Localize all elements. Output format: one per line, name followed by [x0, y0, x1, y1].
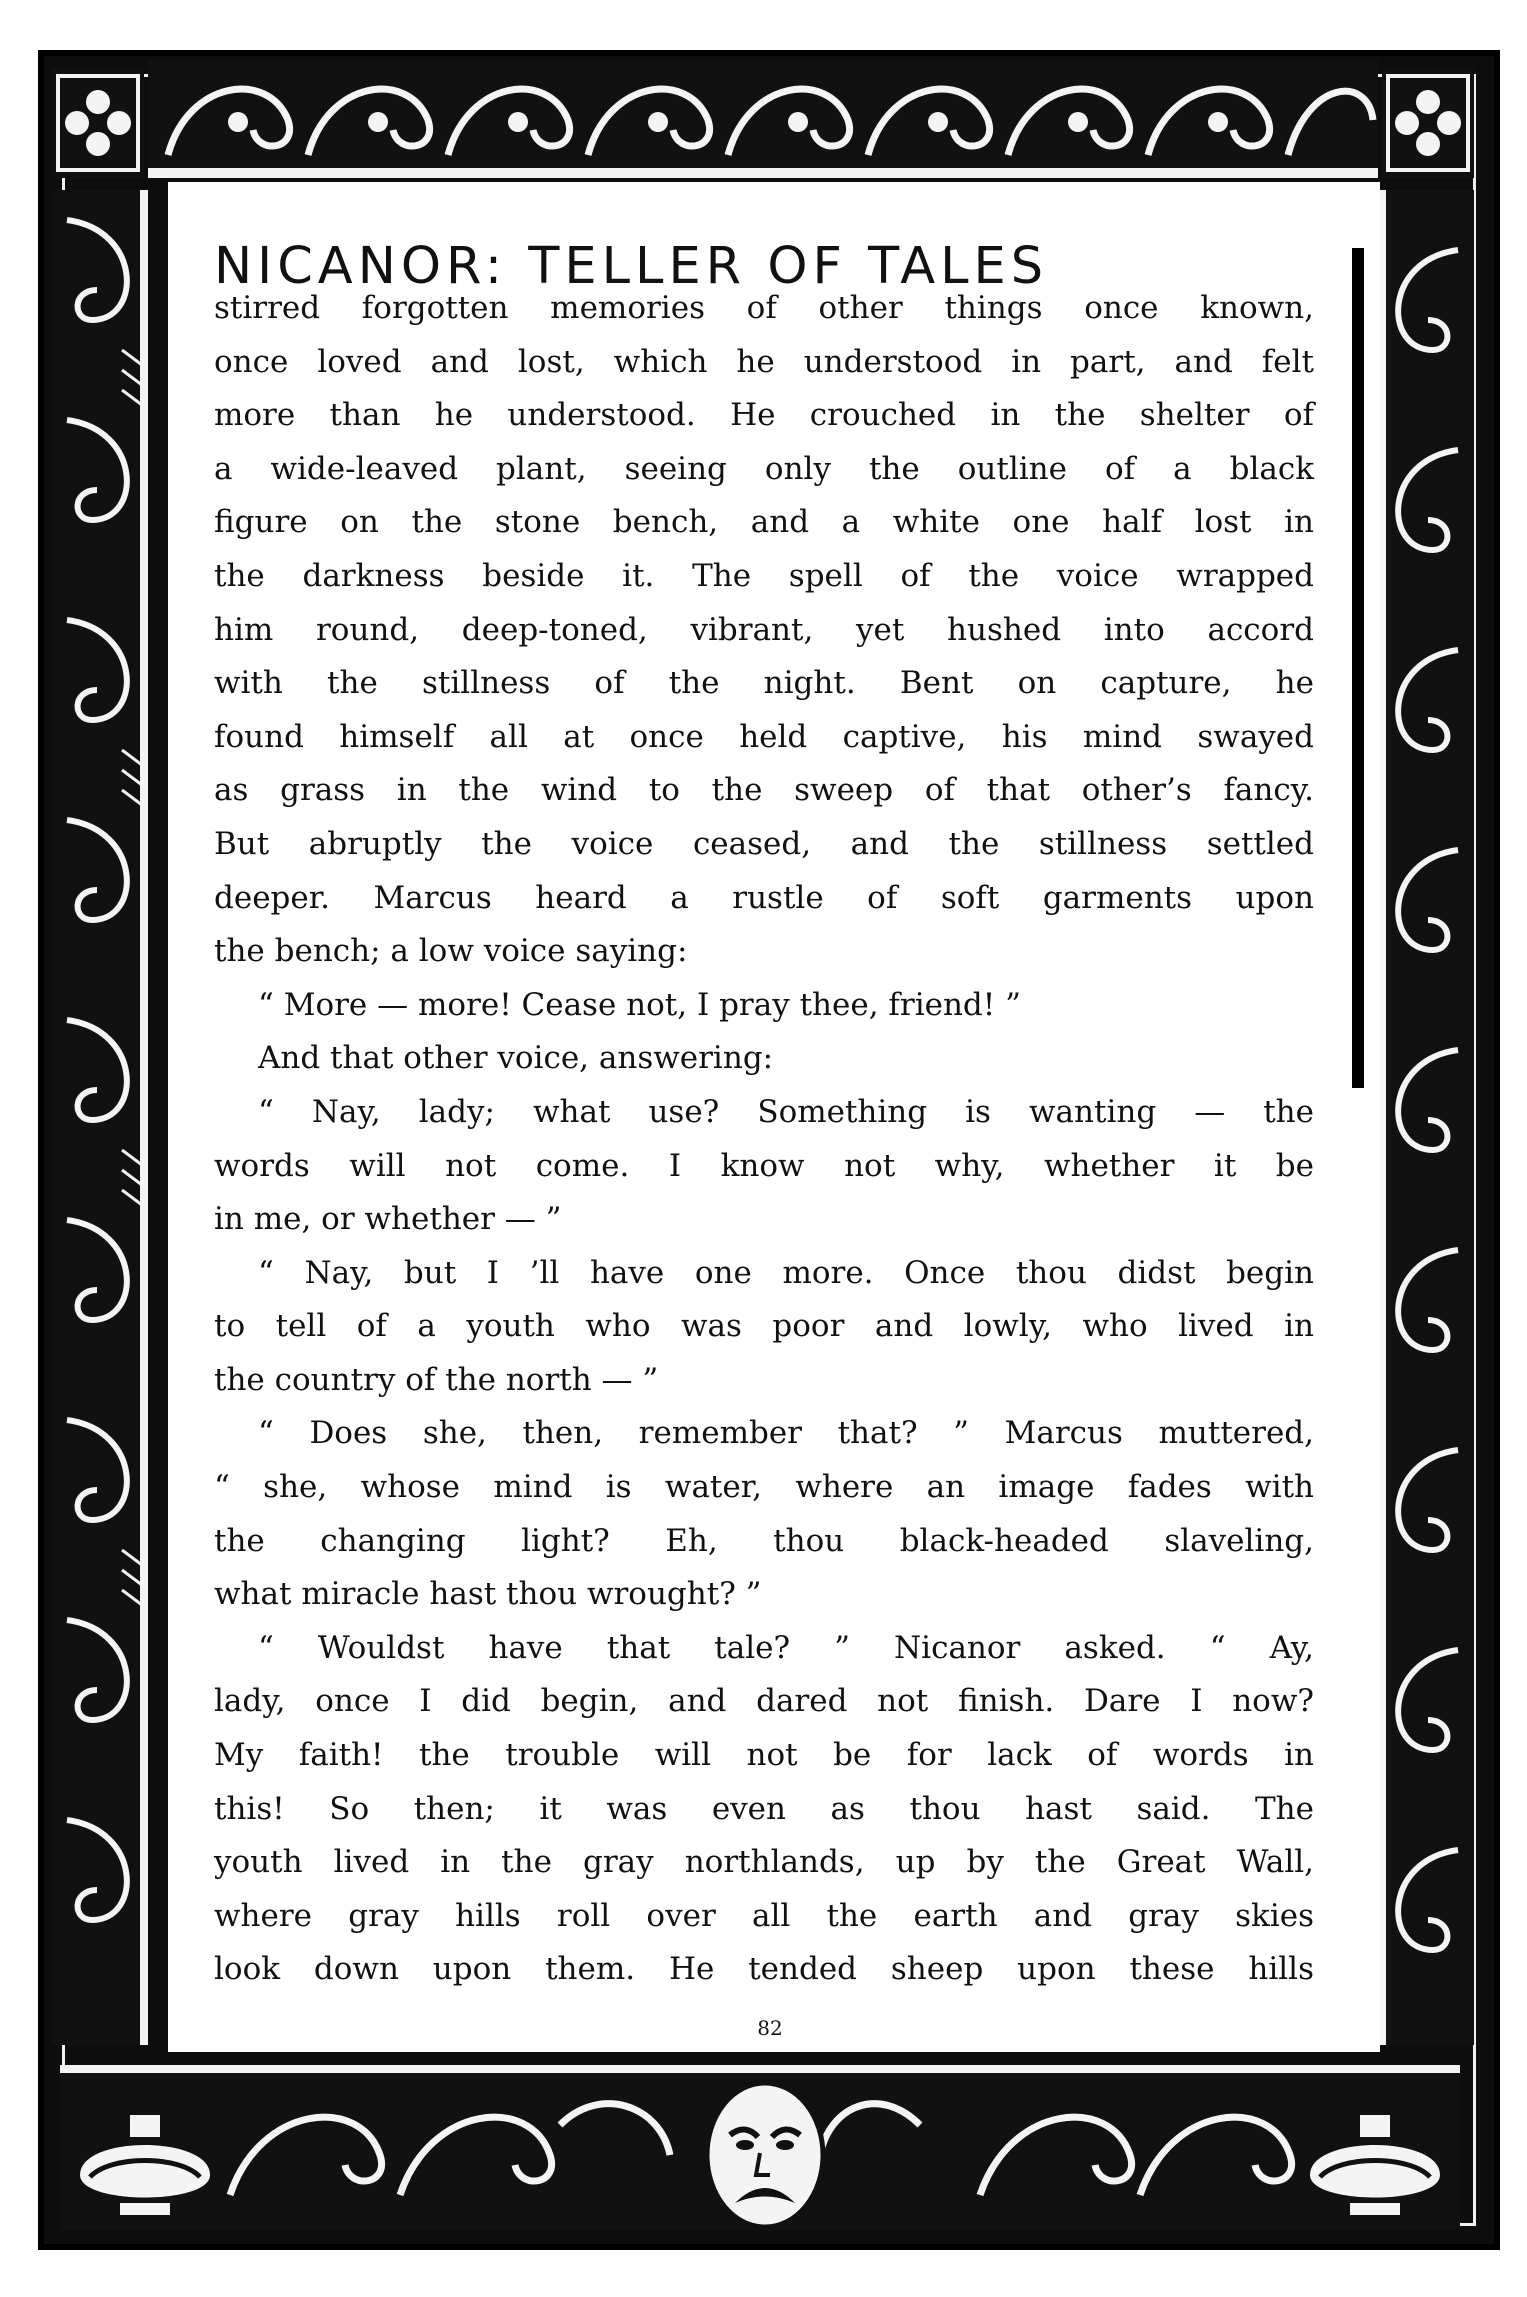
text-line: what miracle hast thou wrought? ” [214, 1576, 762, 1613]
text-line: the bench; a low voice saying: [214, 933, 688, 970]
text-line: the darkness beside it. The spell of the voice wrapped [214, 557, 1314, 594]
text-line: “ More — more! Cease not, I pray thee, friend! ” [258, 986, 1021, 1023]
text-line: lady, once I did begin, and dared not finish. Dare I now? [214, 1683, 1314, 1720]
tragedy-mask-icon [690, 2075, 840, 2235]
text-line: deeper. Marcus heard a rustle of soft garments upon [214, 879, 1314, 916]
text-line: “ Nay, but I ’ll have one more. Once thou didst begin [258, 1254, 1314, 1291]
page-number: 82 [757, 2016, 783, 2040]
flower-ornament-icon [1382, 68, 1474, 178]
text-line: him round, deep-toned, vibrant, yet hushed into accord [214, 611, 1314, 648]
text-line: a wide-leaved plant, seeing only the outline of a black [214, 450, 1314, 487]
text-line: “ she, whose mind is water, where an image fades with [214, 1469, 1314, 1506]
text-line: My faith! the trouble will not be for lack of words in [214, 1737, 1314, 1774]
text-line: “ Does she, then, remember that? ” Marcus muttered, [258, 1415, 1314, 1452]
text-line: the country of the north — ” [214, 1361, 659, 1398]
text-line: words will not come. I know not why, whether it be [214, 1147, 1314, 1184]
text-line: “ Wouldst have that tale? ” Nicanor asked. “ Ay, [258, 1629, 1314, 1666]
text-line: found himself all at once held captive, his mind swayed [214, 718, 1314, 755]
flower-ornament-icon [52, 68, 144, 178]
text-line: as grass in the wind to the sweep of that other’s fancy. [214, 772, 1314, 809]
text-line: And that other voice, answering: [258, 1040, 774, 1077]
text-line: the changing light? Eh, thou black-headed slaveling, [214, 1522, 1314, 1559]
text-line: to tell of a youth who was poor and lowly, who lived in [214, 1308, 1314, 1345]
text-line: stirred forgotten memories of other things once known, [214, 290, 1314, 326]
text-line: youth lived in the gray northlands, up by the Great Wall, [214, 1844, 1314, 1881]
right-scroll-ornament [1378, 190, 1474, 2045]
text-line: once loved and lost, which he understood in part, and felt [214, 343, 1314, 380]
side-rule [1352, 248, 1364, 1088]
text-line: this! So then; it was even as thou hast said. The [214, 1790, 1314, 1827]
text-line: “ Nay, lady; what use? Something is wanting — the [258, 1093, 1314, 1130]
top-scroll-ornament [148, 60, 1378, 178]
text-line: figure on the stone bench, and a white one half lost in [214, 504, 1314, 541]
text-line: more than he understood. He crouched in the shelter of [214, 397, 1314, 434]
text-line: look down upon them. He tended sheep upon these hills [214, 1951, 1314, 1988]
running-head: NICANOR: TELLER OF TALES [214, 237, 1049, 297]
text-line: in me, or whether — ” [214, 1201, 562, 1238]
text-line: But abruptly the voice ceased, and the stillness settled [214, 825, 1314, 862]
body-text [214, 282, 1314, 1997]
left-scroll-ornament [52, 190, 148, 2045]
text-line: with the stillness of the night. Bent on capture, he [214, 665, 1314, 702]
text-line: where gray hills roll over all the earth and gray skies [214, 1897, 1314, 1934]
